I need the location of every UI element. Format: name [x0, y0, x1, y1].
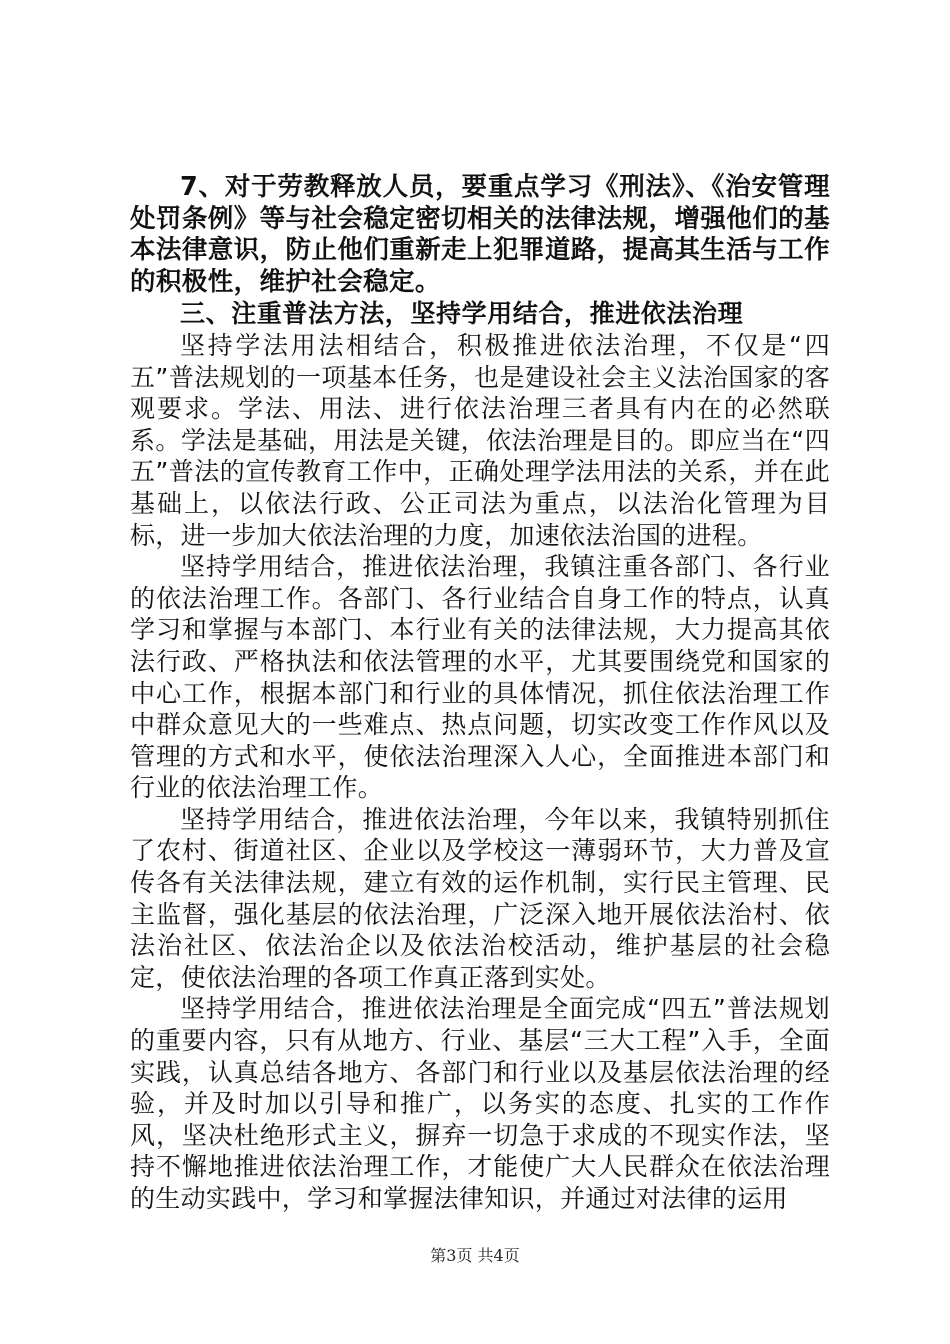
paragraph-body-4: 坚持学用结合，推进依法治理是全面完成“四五”普法规划的重要内容，只有从地方、行业、基层“三大工程”入手，全面实践，认真总结各地方、各部门和行业以及基层依法治理的经验，并及时加以引导和推广，以务实的态度、扎实的工作作风，坚决杜绝形式主义，摒弃一切急于求成的不现实作法，坚持不懈地推进依法治理工作，才能使广大人民群众在依法治理的生动实践中，学习和掌握法律知识，并通过对法律的运用 [130, 994, 830, 1213]
paragraph-item-7: 7、对于劳教释放人员，要重点学习《刑法》、《治安管理处罚条例》等与社会稳定密切相关的法律法规，增强他们的基本法律意识，防止他们重新走上犯罪道路，提高其生活与工作的积极性，维护社会稳定。 [130, 172, 830, 297]
document-body [130, 172, 830, 1215]
page-number-footer: 第3页 共4页 [430, 1246, 520, 1265]
paragraph-body-3: 坚持学用结合，推进依法治理，今年以来，我镇特别抓住了农村、街道社区、企业以及学校这一薄弱环节，大力普及宣传各有关法律法规，建立有效的运作机制，实行民主管理、民主监督，强化基层的依法治理，广泛深入地开展依法治村、依法治社区、依法治企以及依法治校活动，维护基层的社会稳定，使依法治理的各项工作真正落到实处。 [130, 804, 830, 992]
paragraph-body-2: 坚持学用结合，推进依法治理，我镇注重各部门、各行业的依法治理工作。各部门、各行业结合自身工作的特点，认真学习和掌握与本部门、本行业有关的法律法规，大力提高其依法行政、严格执法和依法管理的水平，尤其要围绕党和国家的中心工作，根据本部门和行业的具体情况，抓住依法治理工作中群众意见大的一些难点、热点问题，切实改变工作作风以及管理的方式和水平，使依法治理深入人心，全面推进本部门和行业的依法治理工作。 [130, 552, 830, 803]
paragraph-body-1: 坚持学法用法相结合，积极推进依法治理，不仅是“四五”普法规划的一项基本任务，也是建设社会主义法治国家的客观要求。学法、用法、进行依法治理三者具有内在的必然联系。学法是基础，用法是关键，依法治理是目的。即应当在“四五”普法的宣传教育工作中，正确处理学法用法的关系，并在此基础上，以依法行政、公正司法为重点，以法治化管理为目标，进一步加大依法治理的力度，加速依法治国的进程。 [130, 330, 830, 550]
section-heading-3: 三、注重普法方法，坚持学用结合，推进依法治理 [180, 299, 744, 329]
